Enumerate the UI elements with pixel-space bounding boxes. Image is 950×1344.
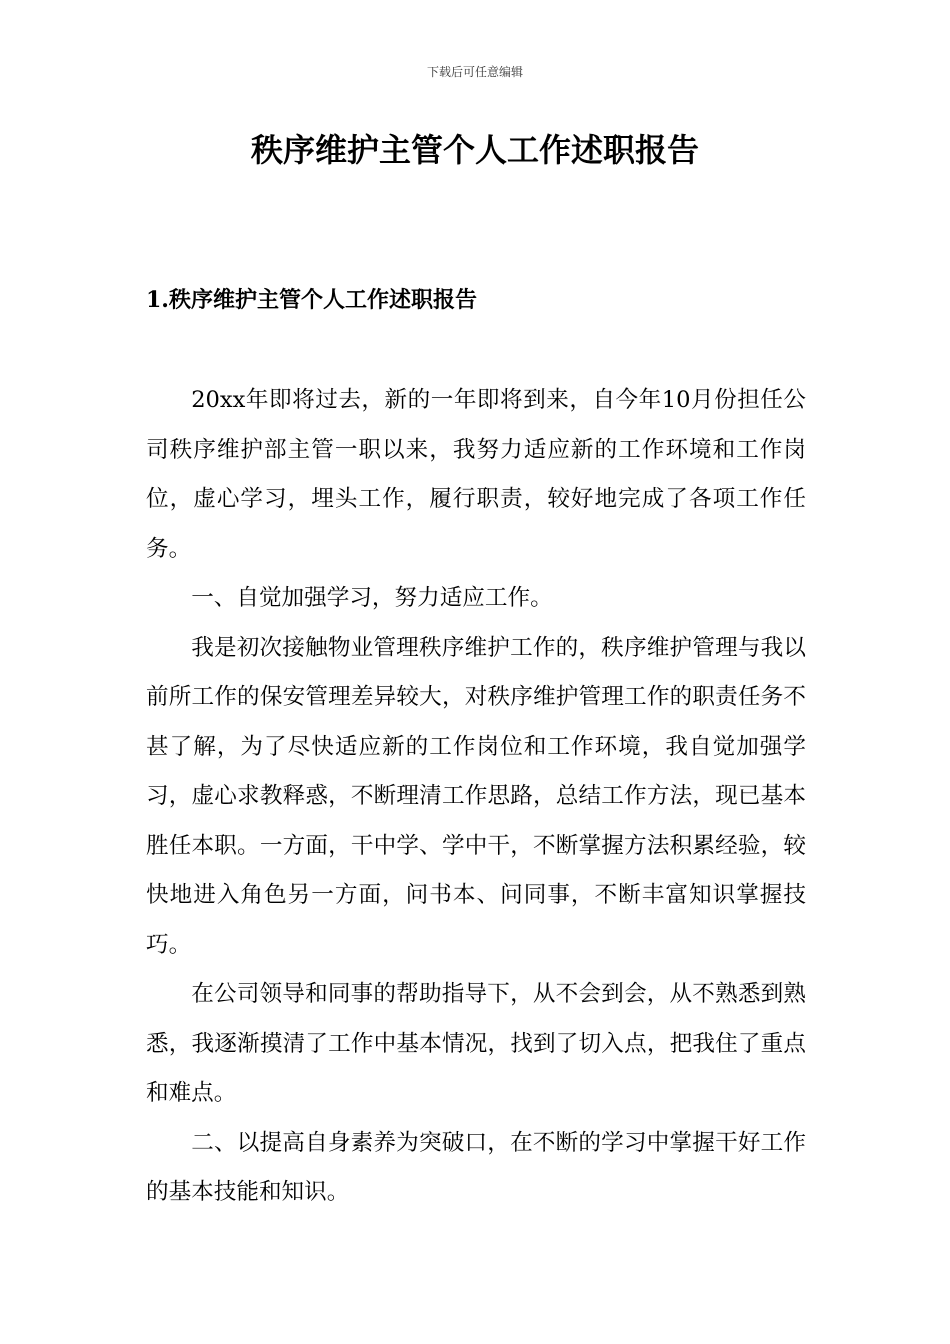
paragraph-learning: 我是初次接触物业管理秩序维护工作的，秩序维护管理与我以前所工作的保安管理差异较大，对秩序维护管理工作的职责任务不甚了解，为了尽快适应新的工作岗位和工作环境，我自觉加强学习，虚心求教释惑，不断理清工作思路，总结工作方法，现已基本胜任本职。一方面，干中学、学中干，不断掌握方法积累经验，较快地进入角色另一方面，问书本、问同事，不断丰富知识掌握技巧。 — [146, 634, 806, 958]
document-title: 秩序维护主管个人工作述职报告 — [250, 131, 699, 169]
header-note: 下载后可任意编辑 — [426, 65, 523, 79]
paragraph-heading-two: 二、以提高自身素养为突破口，在不断的学习中掌握干好工作的基本技能和知识。 — [146, 1129, 806, 1205]
body-text — [146, 376, 806, 1218]
paragraph-intro: 20xx年即将过去，新的一年即将到来，自今年10月份担任公司秩序维护部主管一职以来，我努力适应新的工作环境和工作岗位，虚心学习，埋头工作，履行职责，较好地完成了各项工作任务。 — [146, 387, 806, 562]
paragraph-heading-one: 一、自觉加强学习，努力适应工作。 — [191, 585, 553, 611]
section-heading: 1.秩序维护主管个人工作述职报告 — [146, 287, 477, 313]
paragraph-guidance: 在公司领导和同事的帮助指导下，从不会到会，从不熟悉到熟悉，我逐渐摸清了工作中基本情况，找到了切入点，把我住了重点和难点。 — [146, 981, 806, 1106]
